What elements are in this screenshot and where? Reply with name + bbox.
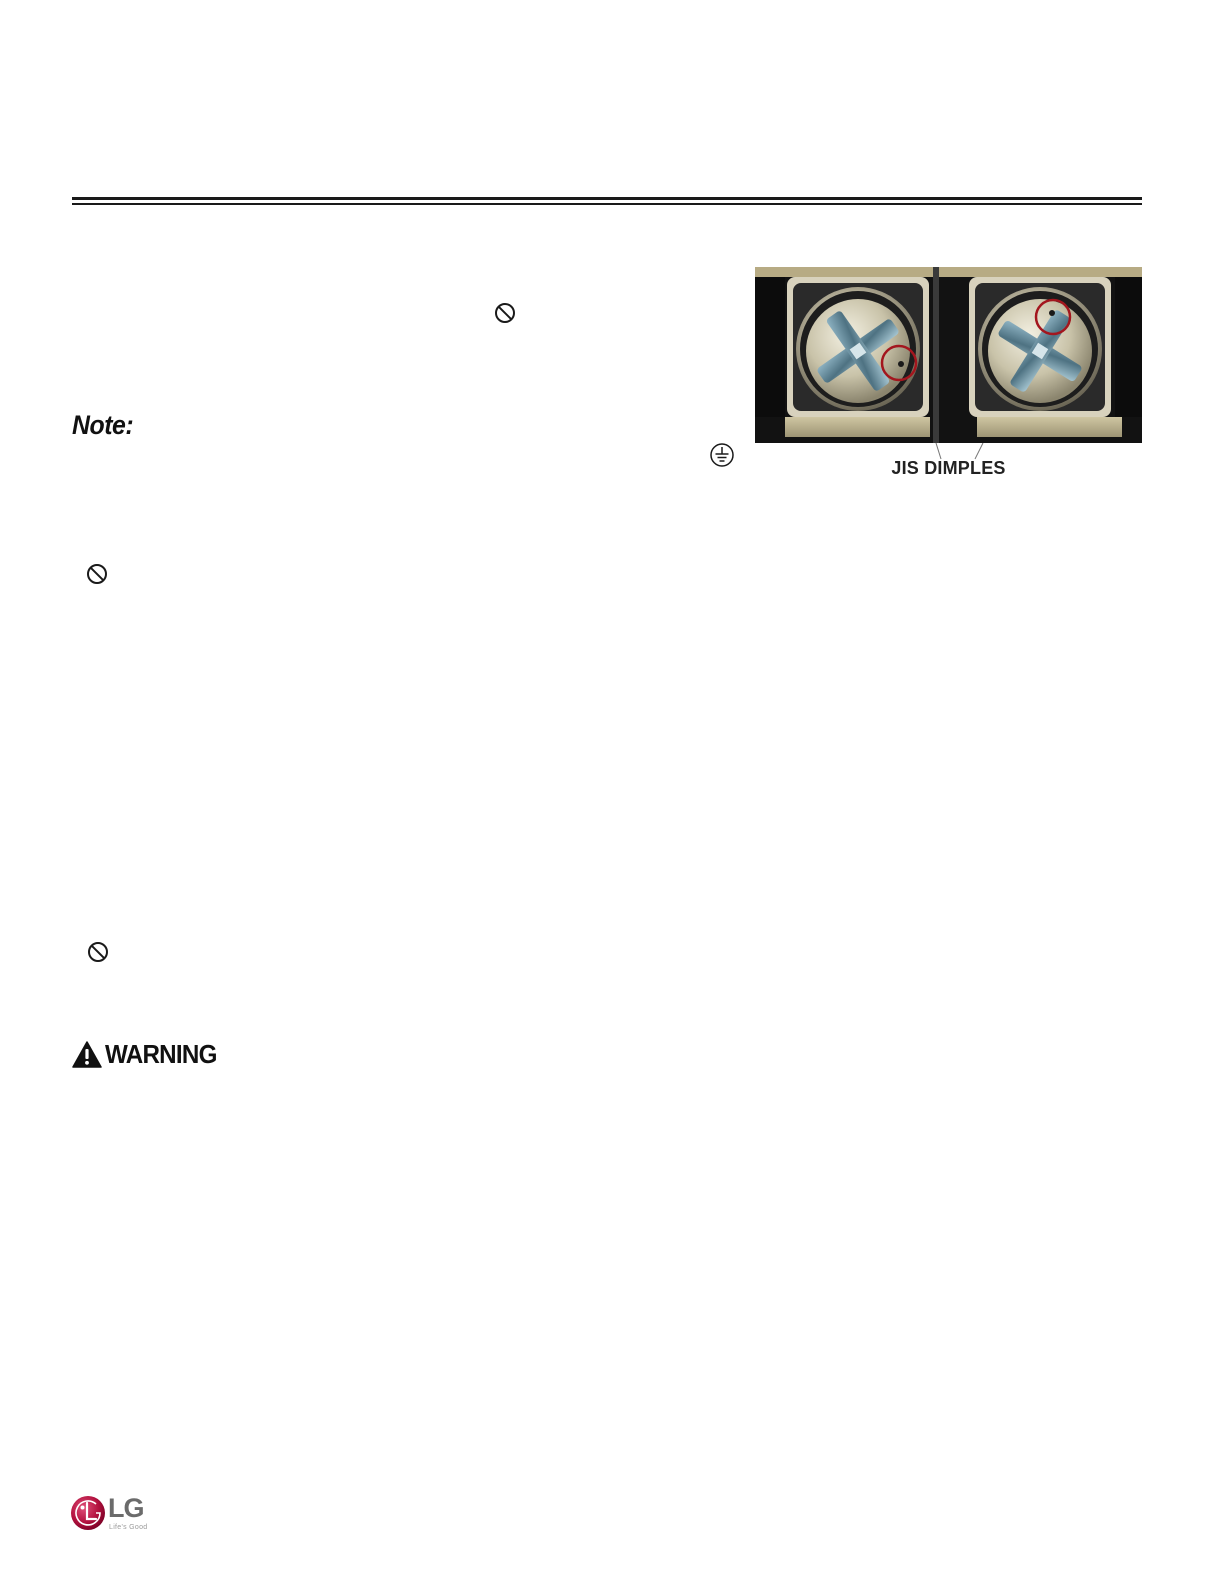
prohibited-icon [86, 563, 108, 585]
logo-wordmark: LG [108, 1493, 144, 1523]
lg-logo [70, 1494, 180, 1536]
ground-symbol-icon [709, 442, 735, 468]
warning-heading [72, 1039, 225, 1070]
header-rule-thin [72, 203, 1142, 205]
warning-triangle-icon [72, 1041, 102, 1068]
header-rule-thick [72, 197, 1142, 200]
logo-tagline: Life's Good [109, 1524, 148, 1531]
warning-label: WARNING [105, 1039, 217, 1069]
note-heading: Note: [72, 410, 134, 440]
figure-caption: JIS DIMPLES [891, 458, 1006, 478]
jis-dimples-figure [755, 267, 1142, 487]
terminal-screws-photo [755, 267, 1142, 443]
prohibited-icon [494, 302, 516, 324]
lg-face-icon [70, 1494, 108, 1532]
prohibited-icon [87, 941, 109, 963]
header-double-rule [72, 197, 1142, 207]
